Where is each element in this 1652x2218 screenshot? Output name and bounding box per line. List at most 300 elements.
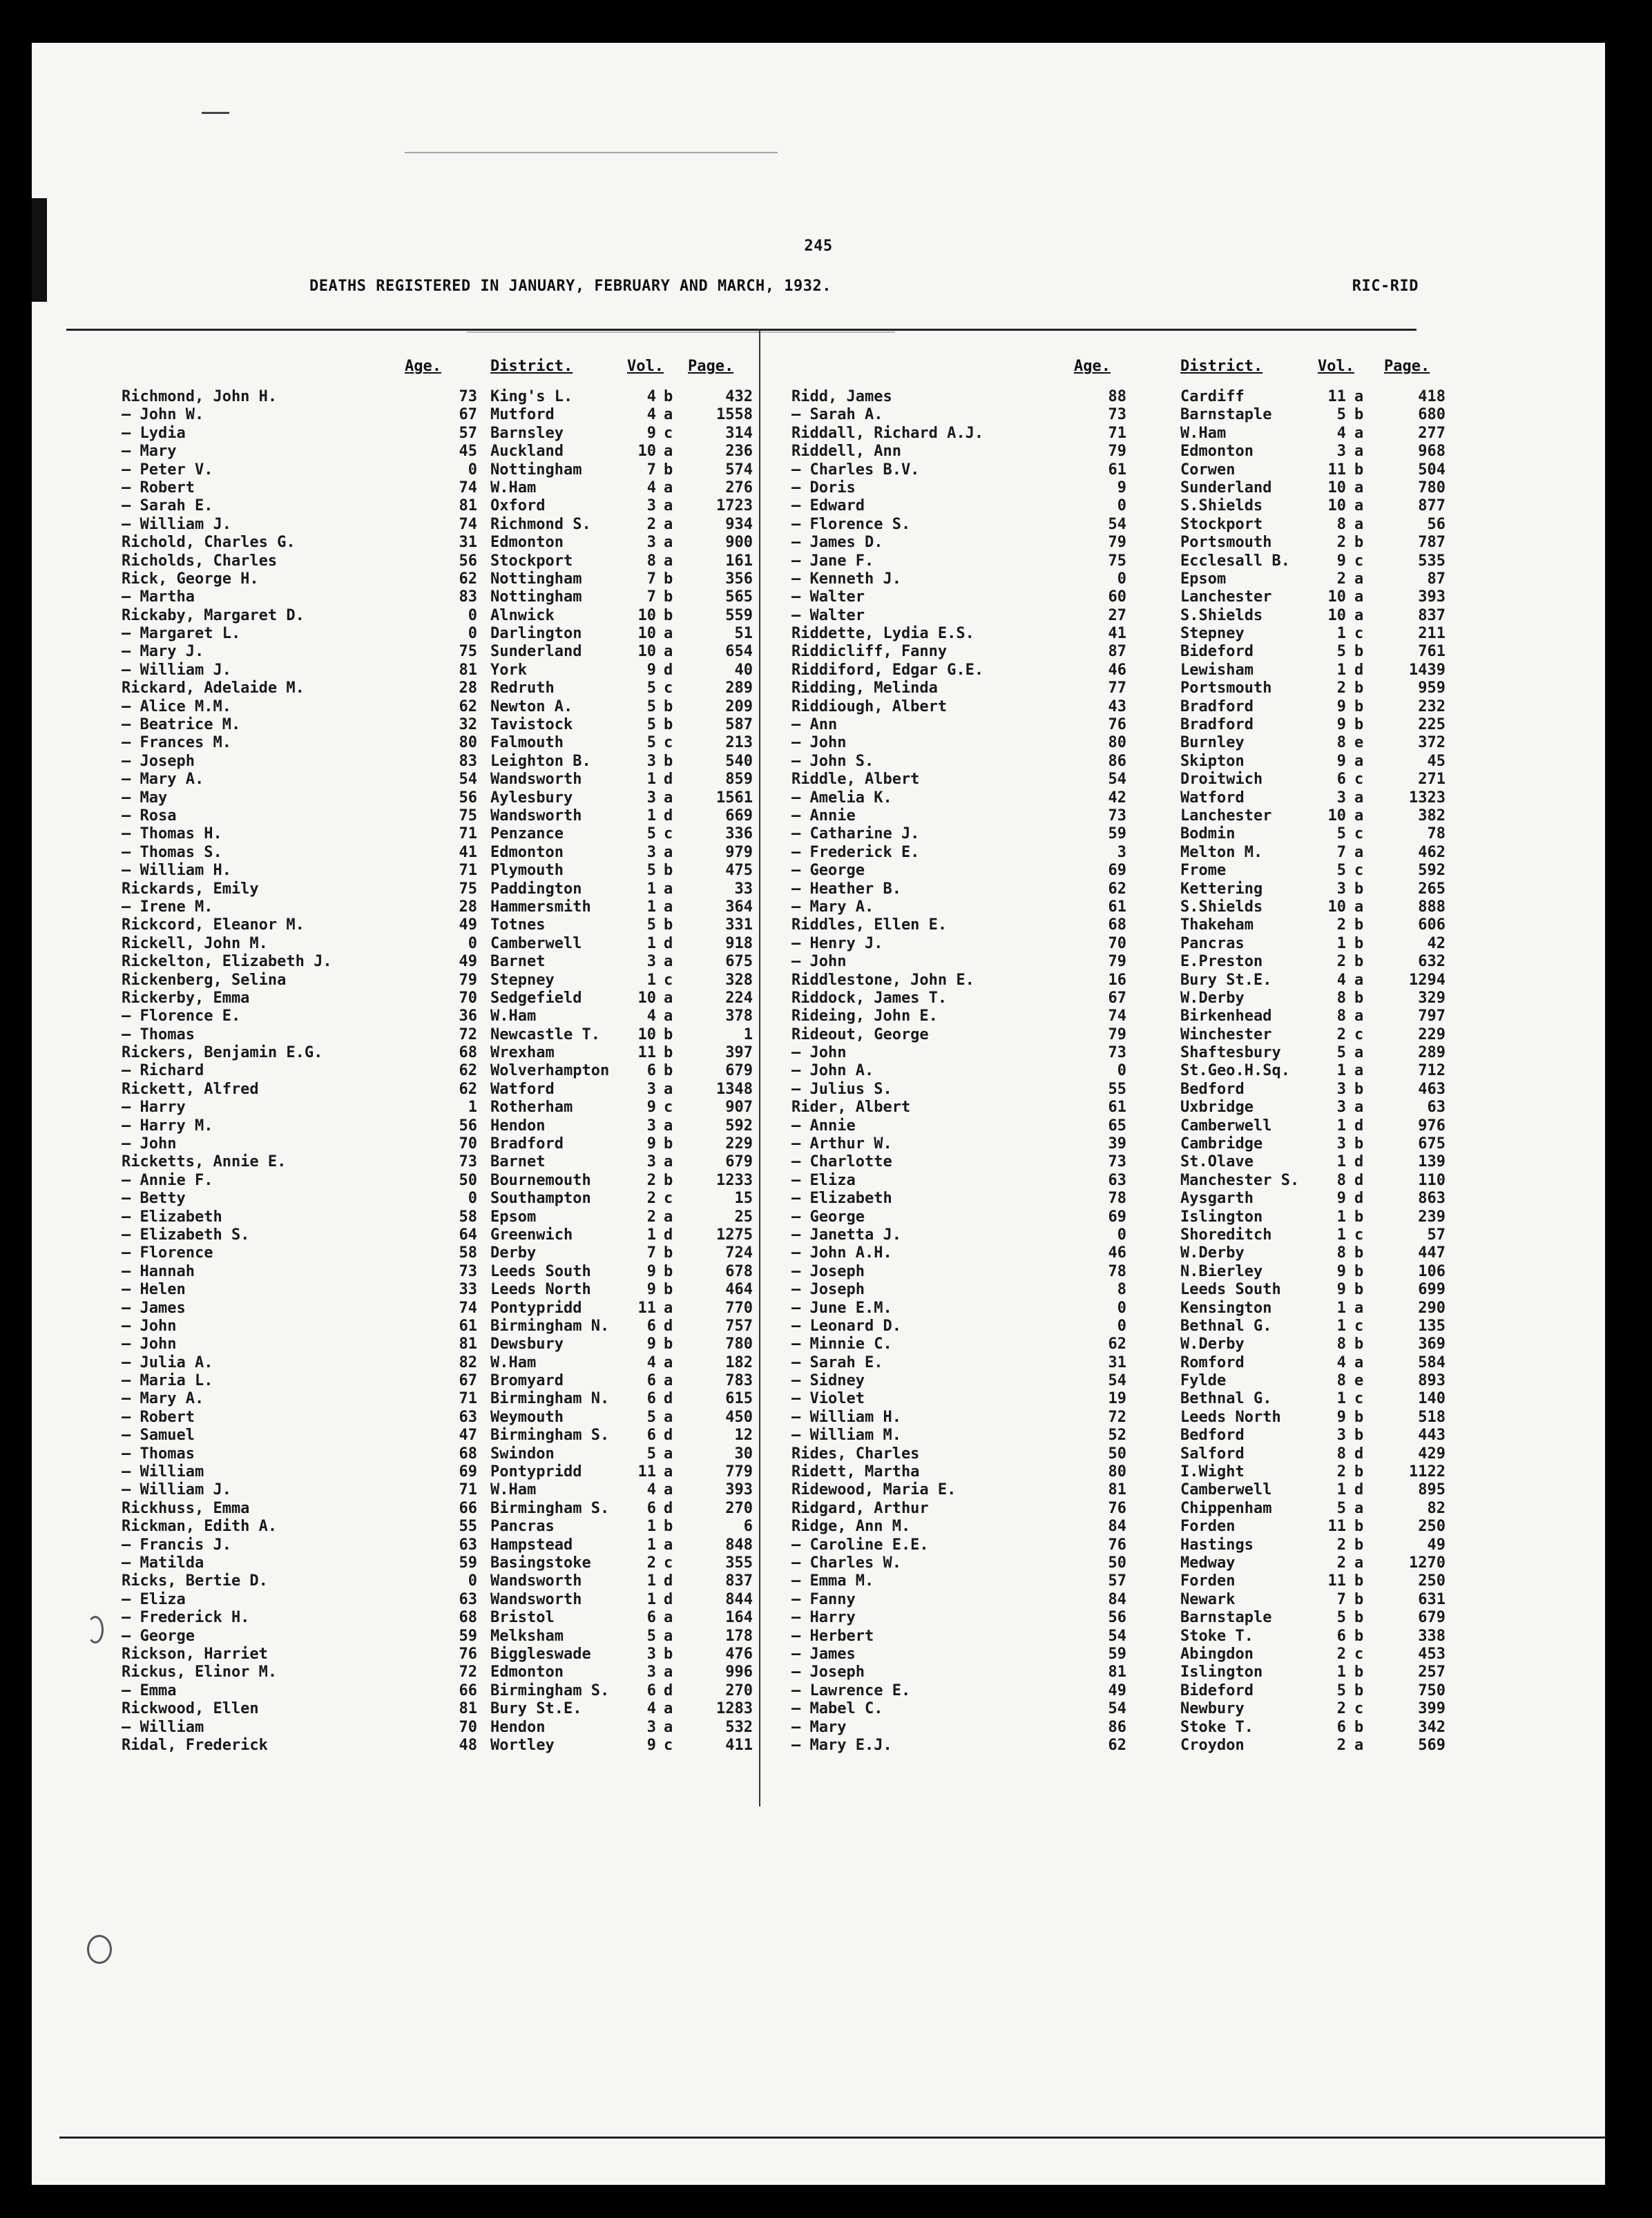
entry-vol-letter: a [664, 625, 673, 643]
entry-vol: 5 [646, 734, 656, 752]
entry-vol-letter: a [664, 1117, 673, 1135]
entry-age: 55 [1108, 1080, 1126, 1098]
entry-district: Pontypridd [490, 1463, 582, 1481]
entry-vol: 9 [646, 1135, 656, 1153]
entry-age: 81 [459, 1335, 477, 1353]
register-entry [760, 607, 1451, 625]
entry-vol-letter: b [1354, 1609, 1364, 1627]
entry-vol-letter: b [1354, 1718, 1364, 1736]
entry-age: 74 [459, 515, 477, 533]
entry-vol-letter: b [1354, 534, 1364, 552]
entry-vol-letter: b [1354, 697, 1364, 715]
register-entry [760, 1172, 1451, 1190]
entry-name: Rideing, John E. [791, 1007, 938, 1025]
entry-age: 31 [459, 534, 477, 552]
entry-page: 139 [1418, 1153, 1446, 1171]
entry-vol: 9 [1336, 697, 1346, 715]
entry-age: 79 [459, 971, 477, 989]
entry-district: Kensington [1180, 1299, 1272, 1317]
entry-district: Skipton [1180, 752, 1245, 770]
entry-vol-letter: a [664, 1463, 673, 1481]
entry-page: 399 [1418, 1700, 1446, 1718]
entry-page: 900 [725, 534, 753, 552]
entry-name: — Caroline E.E. [791, 1536, 929, 1554]
entry-page: 463 [1418, 1080, 1446, 1098]
entry-vol: 5 [646, 716, 656, 734]
entry-page: 797 [1418, 1007, 1446, 1025]
entry-page: 453 [1418, 1645, 1446, 1663]
entry-page: 276 [725, 479, 753, 496]
entry-age: 0 [1117, 570, 1126, 588]
register-entry [760, 1153, 1451, 1171]
register-entry [760, 825, 1451, 843]
entry-page: 397 [725, 1044, 753, 1062]
entry-age: 56 [1108, 1609, 1126, 1627]
entry-vol: 1 [1336, 1153, 1346, 1171]
entry-district: Hampstead [490, 1536, 573, 1554]
entry-vol: 5 [1336, 1499, 1346, 1517]
entry-page: 178 [725, 1627, 753, 1645]
entry-district: Camberwell [1180, 1117, 1272, 1135]
right-column [760, 331, 1451, 1755]
entry-vol: 3 [1336, 880, 1346, 898]
entry-name: — Lydia [122, 424, 186, 442]
entry-vol: 2 [1336, 1463, 1346, 1481]
entry-district: Weymouth [490, 1408, 564, 1426]
entry-vol: 5 [646, 916, 656, 934]
entry-vol-letter: b [664, 388, 673, 405]
register-entry [760, 1591, 1451, 1609]
register-entry [760, 1062, 1451, 1080]
entry-district: Leeds North [1180, 1408, 1281, 1426]
entry-vol: 1 [646, 771, 656, 789]
entry-vol: 2 [1336, 679, 1346, 697]
register-entry [760, 516, 1451, 534]
register-entry [760, 1500, 1451, 1518]
entry-vol-letter: a [664, 1208, 673, 1226]
entry-age: 36 [459, 1007, 477, 1025]
entry-age: 0 [468, 934, 477, 952]
register-entry [32, 1646, 759, 1664]
register-entry [760, 1390, 1451, 1408]
entry-age: 74 [459, 1299, 477, 1317]
entry-district: Nottingham [490, 570, 582, 588]
register-entry [760, 1318, 1451, 1335]
entry-vol: 9 [646, 1262, 656, 1280]
entry-district: Barnstaple [1180, 406, 1272, 424]
entry-vol: 1 [1336, 1117, 1346, 1135]
entry-vol: 3 [646, 497, 656, 515]
entry-page: 372 [1418, 734, 1446, 752]
entry-district: Derby [490, 1244, 537, 1262]
register-entry [760, 862, 1451, 880]
entry-page: 450 [725, 1408, 753, 1426]
entry-page: 378 [725, 1007, 753, 1025]
entry-vol-letter: a [1354, 1353, 1364, 1371]
register-entry [760, 443, 1451, 461]
register-entry [760, 552, 1451, 570]
entry-vol: 6 [646, 1372, 656, 1390]
entry-vol-letter: a [664, 443, 673, 461]
entry-district: Swindon [490, 1445, 555, 1463]
entry-vol: 2 [646, 515, 656, 533]
entry-page: 1294 [1409, 971, 1446, 989]
entry-vol: 9 [1336, 1262, 1346, 1280]
entry-district: Croydon [1180, 1736, 1245, 1754]
entry-name: — Julius S. [791, 1080, 892, 1098]
register-entry [760, 1135, 1451, 1153]
entry-name: — Amelia K. [791, 789, 892, 807]
register-entry [32, 1427, 759, 1445]
register-entry [760, 679, 1451, 697]
register-entry [32, 844, 759, 862]
entry-age: 72 [459, 1025, 477, 1043]
entry-page: 411 [725, 1736, 753, 1754]
entry-vol-letter: b [1354, 1664, 1364, 1681]
entry-age: 46 [1108, 1244, 1126, 1262]
entry-age: 83 [459, 752, 477, 770]
register-entry [760, 625, 1451, 643]
entry-name: Ricketts, Annie E. [122, 1153, 287, 1171]
entry-name: — Eliza [122, 1590, 186, 1608]
entry-age: 65 [1108, 1117, 1126, 1135]
entry-vol-letter: c [664, 971, 673, 989]
age-header: Age. [1074, 358, 1111, 375]
entry-vol-letter: d [1354, 1171, 1364, 1189]
entry-vol-letter: a [664, 1718, 673, 1736]
register-entry [760, 1572, 1451, 1590]
entry-vol: 3 [1336, 443, 1346, 461]
entry-vol-letter: d [664, 1499, 673, 1517]
entry-vol-letter: c [1354, 1317, 1364, 1335]
entry-name: — John A. [791, 1062, 874, 1080]
entry-age: 54 [459, 771, 477, 789]
entry-vol: 10 [637, 443, 656, 461]
entry-vol-letter: c [1354, 625, 1364, 643]
entry-page: 761 [1418, 643, 1446, 661]
register-entry [32, 479, 759, 497]
register-entry [32, 1372, 759, 1390]
entry-vol: 11 [1327, 1572, 1346, 1590]
entry-vol-letter: b [1354, 643, 1364, 661]
register-entry [760, 1719, 1451, 1737]
entry-age: 54 [1108, 1627, 1126, 1645]
entry-district: Droitwich [1180, 771, 1263, 789]
entry-age: 39 [1108, 1135, 1126, 1153]
entry-page: 863 [1418, 1190, 1446, 1208]
register-entry [32, 1335, 759, 1353]
entry-page: 770 [725, 1299, 753, 1317]
entry-vol-letter: a [1354, 1554, 1364, 1572]
entry-page: 888 [1418, 898, 1446, 916]
entry-vol: 7 [646, 588, 656, 606]
entry-age: 32 [459, 716, 477, 734]
entry-vol-letter: c [1354, 862, 1364, 880]
entry-name: — Charlotte [791, 1153, 892, 1171]
entry-age: 66 [459, 1681, 477, 1699]
age-header: Age. [405, 358, 441, 375]
entry-name: — John W. [122, 406, 204, 424]
entry-vol-letter: a [1354, 424, 1364, 442]
entry-page: 934 [725, 515, 753, 533]
register-entry [32, 1390, 759, 1408]
entry-vol: 6 [646, 1317, 656, 1335]
entry-district: Hastings [1180, 1536, 1254, 1554]
entry-name: Riddle, Albert [791, 771, 920, 789]
entry-age: 0 [468, 1190, 477, 1208]
entry-district: W.Ham [490, 1481, 537, 1499]
entry-age: 78 [1108, 1190, 1126, 1208]
entry-vol: 5 [1336, 1609, 1346, 1627]
entry-name: — Eliza [791, 1171, 856, 1189]
entry-name: Rickson, Harriet [122, 1645, 268, 1663]
page-number: 245 [804, 238, 833, 255]
entry-district: Thakeham [1180, 916, 1254, 934]
entry-name: — Emma M. [791, 1572, 874, 1590]
entry-district: Stepney [1180, 625, 1245, 643]
entry-district: Frome [1180, 862, 1227, 880]
entry-name: Rickaby, Margaret D. [122, 606, 305, 624]
entry-age: 58 [459, 1244, 477, 1262]
entry-vol-letter: d [664, 1427, 673, 1445]
entry-age: 68 [459, 1445, 477, 1463]
page-header: Page. [688, 358, 734, 375]
entry-age: 73 [1108, 1044, 1126, 1062]
entry-page: 290 [1418, 1299, 1446, 1317]
entry-vol: 1 [1336, 934, 1346, 952]
entry-vol-letter: a [1354, 388, 1364, 405]
register-entry [32, 516, 759, 534]
entry-age: 73 [1108, 406, 1126, 424]
entry-vol: 2 [1336, 1025, 1346, 1043]
register-entry [760, 1263, 1451, 1281]
entry-page: 606 [1418, 916, 1446, 934]
entry-name: — Thomas [122, 1445, 195, 1463]
entry-age: 0 [468, 625, 477, 643]
entry-vol-letter: d [664, 807, 673, 824]
entry-name: — Mary E.J. [791, 1736, 892, 1754]
entry-age: 76 [1108, 1536, 1126, 1554]
register-entry [760, 953, 1451, 971]
entry-age: 79 [1108, 953, 1126, 971]
entry-name: Riddock, James T. [791, 989, 948, 1007]
entry-district: Birmingham S. [490, 1499, 610, 1517]
entry-name: — Jane F. [791, 552, 874, 570]
entry-district: W.Ham [490, 479, 537, 496]
entry-name: — Thomas H. [122, 825, 222, 843]
entry-vol: 3 [1336, 1135, 1346, 1153]
register-entry [32, 1354, 759, 1372]
entry-district: Bury St.E. [490, 1700, 582, 1718]
entry-name: — Kenneth J. [791, 570, 901, 588]
entry-vol: 4 [646, 1353, 656, 1371]
entry-age: 78 [1108, 1262, 1126, 1280]
register-entry [760, 643, 1451, 661]
entry-district: Birmingham S. [490, 1681, 610, 1699]
entry-age: 69 [1108, 1208, 1126, 1226]
entry-name: — John [791, 953, 847, 971]
entry-district: Bradford [490, 1135, 564, 1153]
register-entry [760, 698, 1451, 716]
entry-page: 211 [1418, 625, 1446, 643]
entry-district: Edmonton [1180, 443, 1254, 461]
entry-page: 1275 [716, 1226, 753, 1244]
entry-page: 213 [725, 734, 753, 752]
entry-page: 475 [725, 862, 753, 880]
entry-district: Leeds South [490, 1262, 591, 1280]
entry-name: — Joseph [791, 1262, 865, 1280]
entry-name: Rickhuss, Emma [122, 1499, 250, 1517]
entry-age: 31 [1108, 1353, 1126, 1371]
entry-vol-letter: e [1354, 734, 1364, 752]
entry-name: Rickwood, Ellen [122, 1700, 259, 1718]
entry-vol-letter: b [664, 1171, 673, 1189]
entry-district: I.Wight [1180, 1463, 1245, 1481]
entry-page: 338 [1418, 1627, 1446, 1645]
entry-vol-letter: a [664, 789, 673, 807]
entry-district: Uxbridge [1180, 1099, 1254, 1117]
entry-district: Shaftesbury [1180, 1044, 1281, 1062]
entry-district: Barnstaple [1180, 1609, 1272, 1627]
register-entry [760, 1300, 1451, 1318]
entry-name: — Mary A. [122, 1390, 204, 1408]
entry-age: 47 [459, 1427, 477, 1445]
entry-vol: 4 [1336, 1353, 1346, 1371]
entry-vol-letter: e [1354, 1372, 1364, 1390]
register-entry [32, 1244, 759, 1262]
entry-district: Lewisham [1180, 661, 1254, 679]
entry-name: Ridding, Melinda [791, 679, 938, 697]
entry-page: 574 [725, 461, 753, 479]
entry-page: 364 [725, 898, 753, 916]
entry-district: W.Derby [1180, 1335, 1245, 1353]
entry-district: Lanchester [1180, 588, 1272, 606]
entry-age: 48 [459, 1736, 477, 1754]
entry-district: Birmingham S. [490, 1427, 610, 1445]
entry-age: 73 [1108, 1153, 1126, 1171]
register-entry [760, 734, 1451, 752]
entry-vol: 3 [646, 1645, 656, 1663]
entry-age: 79 [1108, 1025, 1126, 1043]
entry-vol-letter: b [664, 1044, 673, 1062]
entry-name: Rider, Albert [791, 1099, 911, 1117]
entry-vol-letter: c [1354, 771, 1364, 789]
register-entry [32, 1719, 759, 1737]
entry-name: Rickenberg, Selina [122, 971, 287, 989]
entry-vol-letter: a [664, 1627, 673, 1645]
entry-district: S.Shields [1180, 606, 1263, 624]
entry-vol-letter: b [664, 606, 673, 624]
entry-district: Melksham [490, 1627, 564, 1645]
entry-page: 49 [1427, 1536, 1446, 1554]
entry-page: 1561 [716, 789, 753, 807]
entry-vol-letter: a [664, 534, 673, 552]
register-entry [760, 1609, 1451, 1627]
entry-name: Rickard, Adelaide M. [122, 679, 305, 697]
entry-district: Pancras [1180, 934, 1245, 952]
register-entry [32, 1081, 759, 1099]
register-entry [760, 789, 1451, 807]
register-entry [32, 1591, 759, 1609]
entry-page: 432 [725, 388, 753, 405]
entry-vol-letter: a [1354, 606, 1364, 624]
entry-age: 52 [1108, 1427, 1126, 1445]
entry-vol: 5 [1336, 825, 1346, 843]
entry-vol: 3 [646, 534, 656, 552]
entry-page: 699 [1418, 1281, 1446, 1299]
entry-district: Barnet [490, 953, 546, 971]
entry-name: — Heather B. [791, 880, 901, 898]
entry-name: — Robert [122, 479, 195, 496]
entry-age: 68 [1108, 916, 1126, 934]
entry-district: Newbury [1180, 1700, 1245, 1718]
register-entry [32, 388, 759, 406]
entry-age: 62 [459, 570, 477, 588]
entry-name: — Thomas [122, 1025, 195, 1043]
entry-district: Stockport [1180, 515, 1263, 533]
entry-age: 70 [1108, 934, 1126, 952]
entry-district: Barnsley [490, 424, 564, 442]
entry-page: 783 [725, 1372, 753, 1390]
entry-age: 56 [459, 1117, 477, 1135]
register-entry [760, 534, 1451, 552]
register-entry [32, 607, 759, 625]
entry-page: 429 [1418, 1445, 1446, 1463]
entry-page: 1283 [716, 1700, 753, 1718]
entry-vol-letter: b [1354, 934, 1364, 952]
entry-district: Bradford [1180, 697, 1254, 715]
entry-district: W.Ham [490, 1353, 537, 1371]
entry-vol: 2 [646, 1208, 656, 1226]
register-entry [32, 1572, 759, 1590]
entry-district: Kettering [1180, 880, 1263, 898]
entry-age: 49 [1108, 1681, 1126, 1699]
entry-age: 59 [1108, 825, 1126, 843]
entry-page: 837 [1418, 606, 1446, 624]
entry-age: 50 [1108, 1445, 1126, 1463]
entry-name: — Sarah E. [791, 1353, 883, 1371]
entry-page: 959 [1418, 679, 1446, 697]
entry-vol: 2 [1336, 916, 1346, 934]
entry-page: 895 [1418, 1481, 1446, 1499]
entry-name: — Mary J. [122, 643, 204, 661]
register-entry [32, 716, 759, 734]
entry-name: — Joseph [791, 1281, 865, 1299]
entry-name: — George [122, 1627, 195, 1645]
entry-age: 50 [1108, 1554, 1126, 1572]
entry-vol-letter: a [664, 953, 673, 971]
entry-page: 328 [725, 971, 753, 989]
entry-district: Bury St.E. [1180, 971, 1272, 989]
register-entry [32, 625, 759, 643]
register-entry [760, 1244, 1451, 1262]
entry-page: 654 [725, 643, 753, 661]
entry-name: — Janetta J. [791, 1226, 901, 1244]
entry-vol-letter: a [1354, 497, 1364, 515]
register-entry [32, 679, 759, 697]
entry-vol: 10 [637, 1025, 656, 1043]
entry-vol: 3 [1336, 789, 1346, 807]
top-rule [66, 329, 1416, 331]
entry-vol-letter: b [1354, 1135, 1364, 1153]
register-entry [32, 1500, 759, 1518]
entry-page: 270 [725, 1499, 753, 1517]
entry-age: 3 [1117, 843, 1126, 861]
entry-age: 62 [459, 697, 477, 715]
entry-age: 70 [459, 1718, 477, 1736]
entry-vol: 4 [1336, 971, 1346, 989]
register-entry [32, 1445, 759, 1463]
